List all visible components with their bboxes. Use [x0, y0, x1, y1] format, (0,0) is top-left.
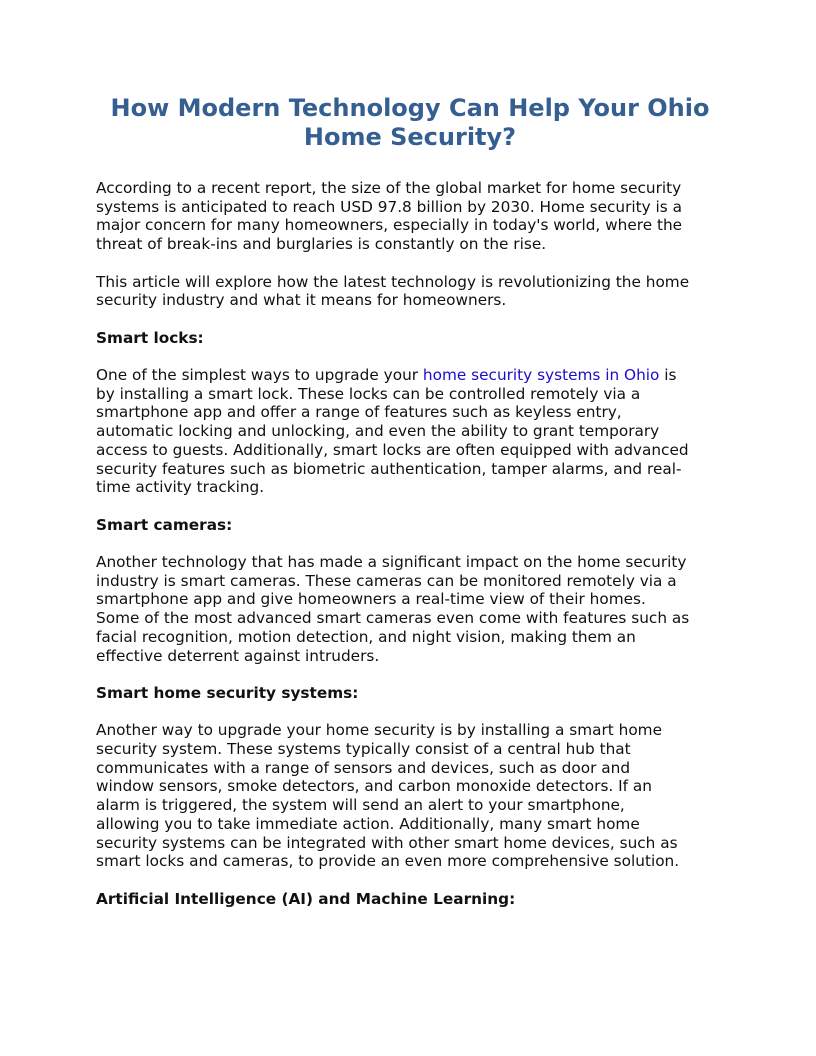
text-line: access to guests. Additionally, smart locks are often equipped with advanced: [96, 440, 689, 459]
text-line: security industry and what it means for homeowners.: [96, 291, 507, 310]
text-line: smartphone app and offer a range of features such as keyless entry,: [96, 403, 622, 422]
text-line: smartphone app and give homeowners a real-time view of their homes.: [96, 590, 646, 609]
section-paragraph-smart-cameras: [96, 553, 724, 665]
text-line: Another way to upgrade your home security is by installing a smart home: [96, 721, 662, 740]
document-page: [96, 94, 724, 927]
text-line: by installing a smart lock. These locks can be controlled remotely via a: [96, 384, 641, 403]
intro-paragraph-2: [96, 273, 724, 310]
title-line-2: Home Security?: [303, 123, 517, 151]
text-line: effective deterrent against intruders.: [96, 646, 380, 665]
section-heading-ai-machine-learning: Artificial Intelligence (AI) and Machine Learning:: [96, 889, 516, 908]
text-line: [96, 366, 724, 385]
section-paragraph-smart-locks: [96, 366, 724, 497]
intro-paragraph-1: [96, 179, 724, 254]
text-line: Another technology that has made a significant impact on the home security: [96, 552, 687, 571]
text-line: security systems can be integrated with other smart home devices, such as: [96, 833, 678, 852]
home-security-systems-ohio-link[interactable]: home security systems in Ohio: [422, 365, 660, 384]
text-line: industry is smart cameras. These cameras can be monitored remotely via a: [96, 571, 677, 590]
text-fragment: is: [659, 365, 677, 384]
section-paragraph-smart-home-security-systems: [96, 721, 724, 871]
text-line: major concern for many homeowners, especially in today's world, where the: [96, 216, 683, 235]
text-line: facial recognition, motion detection, and night vision, making them an: [96, 627, 636, 646]
text-line: security system. These systems typically consist of a central hub that: [96, 739, 631, 758]
text-line: window sensors, smoke detectors, and carbon monoxide detectors. If an: [96, 777, 652, 796]
page-title: [96, 94, 724, 152]
text-fragment: One of the simplest ways to upgrade your: [96, 365, 423, 384]
text-line: security features such as biometric authentication, tamper alarms, and real-: [96, 459, 682, 478]
text-line: communicates with a range of sensors and devices, such as door and: [96, 758, 631, 777]
text-line: time activity tracking.: [96, 478, 265, 497]
text-line: threat of break-ins and burglaries is constantly on the rise.: [96, 235, 547, 254]
text-line: automatic locking and unlocking, and even the ability to grant temporary: [96, 422, 660, 441]
text-line: smart locks and cameras, to provide an even more comprehensive solution.: [96, 852, 680, 871]
text-line: alarm is triggered, the system will send an alert to your smartphone,: [96, 796, 625, 815]
text-line: Some of the most advanced smart cameras even come with features such as: [96, 609, 690, 628]
title-line-1: How Modern Technology Can Help Your Ohio: [110, 94, 710, 122]
section-heading-smart-cameras: Smart cameras:: [96, 515, 233, 534]
text-line: allowing you to take immediate action. Additionally, many smart home: [96, 814, 640, 833]
text-line: This article will explore how the latest technology is revolutionizing the home: [96, 272, 690, 291]
text-line: According to a recent report, the size of the global market for home security: [96, 179, 682, 197]
text-line: systems is anticipated to reach USD 97.8 billion by 2030. Home security is a: [96, 197, 682, 216]
section-heading-smart-home-security-systems: Smart home security systems:: [96, 683, 359, 702]
section-heading-smart-locks: Smart locks:: [96, 328, 204, 347]
